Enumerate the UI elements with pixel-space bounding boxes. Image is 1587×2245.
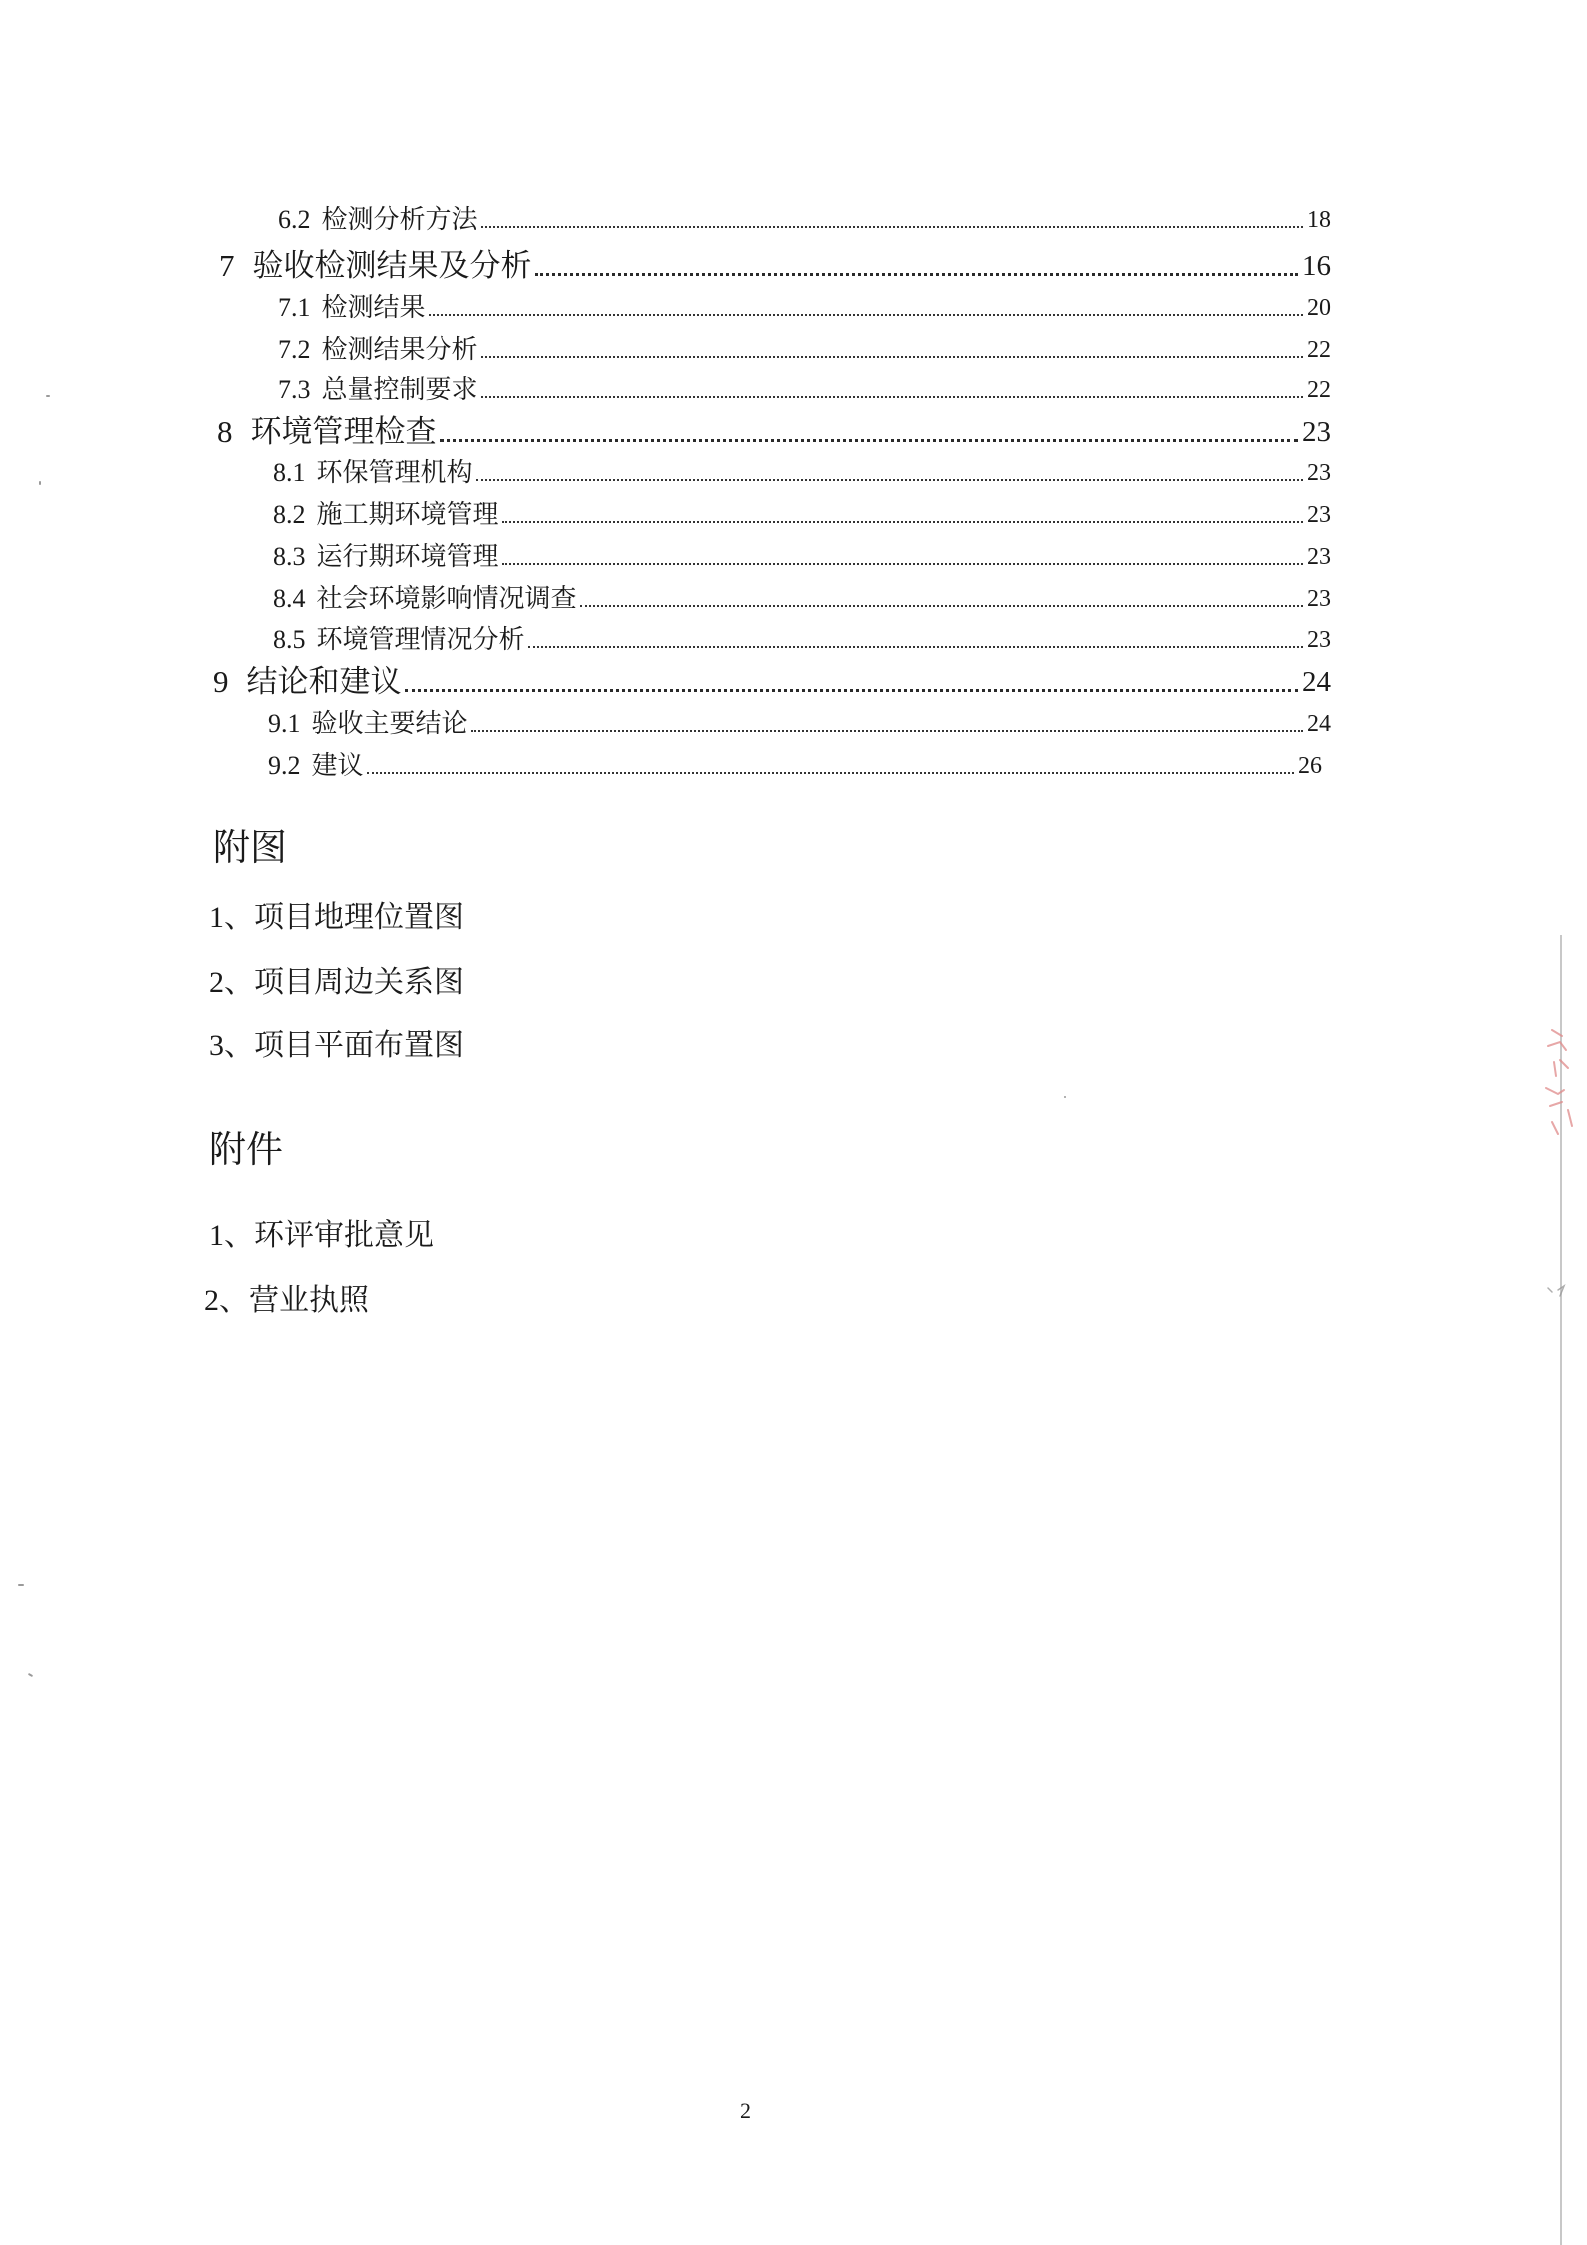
toc-entry-page: 23 (1307, 627, 1331, 653)
toc-entry-page: 16 (1302, 250, 1331, 282)
toc-entry (273, 624, 1331, 656)
toc-entry-number: 8 (217, 414, 233, 449)
toc-entry-number: 7.2 (278, 335, 311, 364)
scan-speck (1064, 1096, 1066, 1098)
toc-entry-title: 总量控制要求 (321, 375, 478, 404)
toc-entry-title: 检测结果 (321, 293, 426, 322)
toc-entry-page: 20 (1307, 295, 1331, 321)
toc-entry-page: 26 (1298, 753, 1322, 779)
toc-chapter (219, 247, 1331, 285)
toc-entry-page: 23 (1307, 460, 1331, 486)
toc-entry-number: 9.2 (268, 751, 301, 780)
figure-list-item: 2、项目周边关系图 (209, 966, 464, 999)
toc-entry-title: 验收检测结果及分析 (252, 248, 532, 283)
toc-entry-title: 社会环境影响情况调查 (316, 584, 577, 613)
toc-entry-title: 环境管理情况分析 (316, 625, 525, 654)
toc-entry-title: 运行期环境管理 (316, 542, 499, 571)
toc-entry-page: 24 (1307, 711, 1331, 737)
toc-entry-number: 8.5 (273, 625, 306, 654)
toc-entry-page: 23 (1307, 586, 1331, 612)
toc-entry (268, 708, 1331, 740)
toc-entry-page: 24 (1302, 666, 1331, 698)
toc-entry (273, 541, 1331, 573)
toc-entry-page: 23 (1307, 502, 1331, 528)
toc-entry-page: 23 (1307, 544, 1331, 570)
toc-entry (278, 204, 1331, 236)
toc-entry (273, 457, 1331, 489)
scan-speck (18, 1584, 24, 1586)
figure-list-item: 3、项目平面布置图 (209, 1029, 464, 1062)
toc-entry-number: 9 (213, 664, 229, 699)
toc-entry-page: 18 (1307, 207, 1331, 233)
attachment-list-item: 1、环评审批意见 (209, 1219, 434, 1252)
toc-entry-title: 环保管理机构 (316, 458, 473, 487)
toc-entry (278, 292, 1331, 324)
dot-leader (528, 646, 1303, 648)
toc-entry-number: 8.2 (273, 500, 306, 529)
attachments-heading: 附件 (209, 1130, 283, 1171)
toc-entry-number: 8.4 (273, 584, 306, 613)
toc-entry-title: 检测分析方法 (321, 205, 478, 234)
toc-entry (278, 334, 1331, 366)
toc-entry-title: 建议 (311, 751, 364, 780)
toc-entry-page: 22 (1307, 377, 1331, 403)
toc-chapter (217, 413, 1331, 451)
toc-entry-title: 验收主要结论 (311, 709, 468, 738)
scan-speck (39, 481, 41, 485)
dot-leader (471, 730, 1303, 732)
scan-speck (46, 395, 50, 397)
dot-leader (481, 226, 1303, 228)
toc-entry-number: 7 (219, 248, 235, 283)
toc-entry (273, 583, 1331, 615)
toc-entry-number: 7.1 (278, 293, 311, 322)
dot-leader (502, 521, 1303, 523)
dot-leader (405, 689, 1299, 692)
dot-leader (367, 772, 1294, 774)
dot-leader (502, 563, 1303, 565)
toc-entry-number: 6.2 (278, 205, 311, 234)
toc-entry-title: 结论和建议 (246, 664, 402, 699)
toc-entry (273, 499, 1331, 531)
toc-entry (278, 374, 1331, 406)
dot-leader (476, 479, 1303, 481)
scan-speck (28, 1673, 33, 1677)
page-number: 2 (740, 2098, 751, 2123)
toc-chapter (213, 663, 1331, 701)
toc-entry-title: 检测结果分析 (321, 335, 478, 364)
attachment-list-item: 2、营业执照 (204, 1284, 369, 1317)
toc-entry (268, 750, 1322, 782)
toc-entry-title: 施工期环境管理 (316, 500, 499, 529)
dot-leader (440, 439, 1299, 442)
dot-leader (535, 273, 1299, 276)
toc-entry-page: 22 (1307, 337, 1331, 363)
toc-entry-number: 8.1 (273, 458, 306, 487)
dot-leader (580, 605, 1303, 607)
figure-list-item: 1、项目地理位置图 (209, 901, 464, 934)
toc-entry-number: 7.3 (278, 375, 311, 404)
seal-fragment-icon (1538, 1010, 1582, 1310)
toc-entry-title: 环境管理检查 (250, 414, 437, 449)
dot-leader (429, 314, 1303, 316)
toc-entry-number: 9.1 (268, 709, 301, 738)
dot-leader (481, 356, 1303, 358)
toc-entry-page: 23 (1302, 416, 1331, 448)
dot-leader (481, 396, 1303, 398)
toc-entry-number: 8.3 (273, 542, 306, 571)
figures-heading: 附图 (213, 828, 287, 869)
